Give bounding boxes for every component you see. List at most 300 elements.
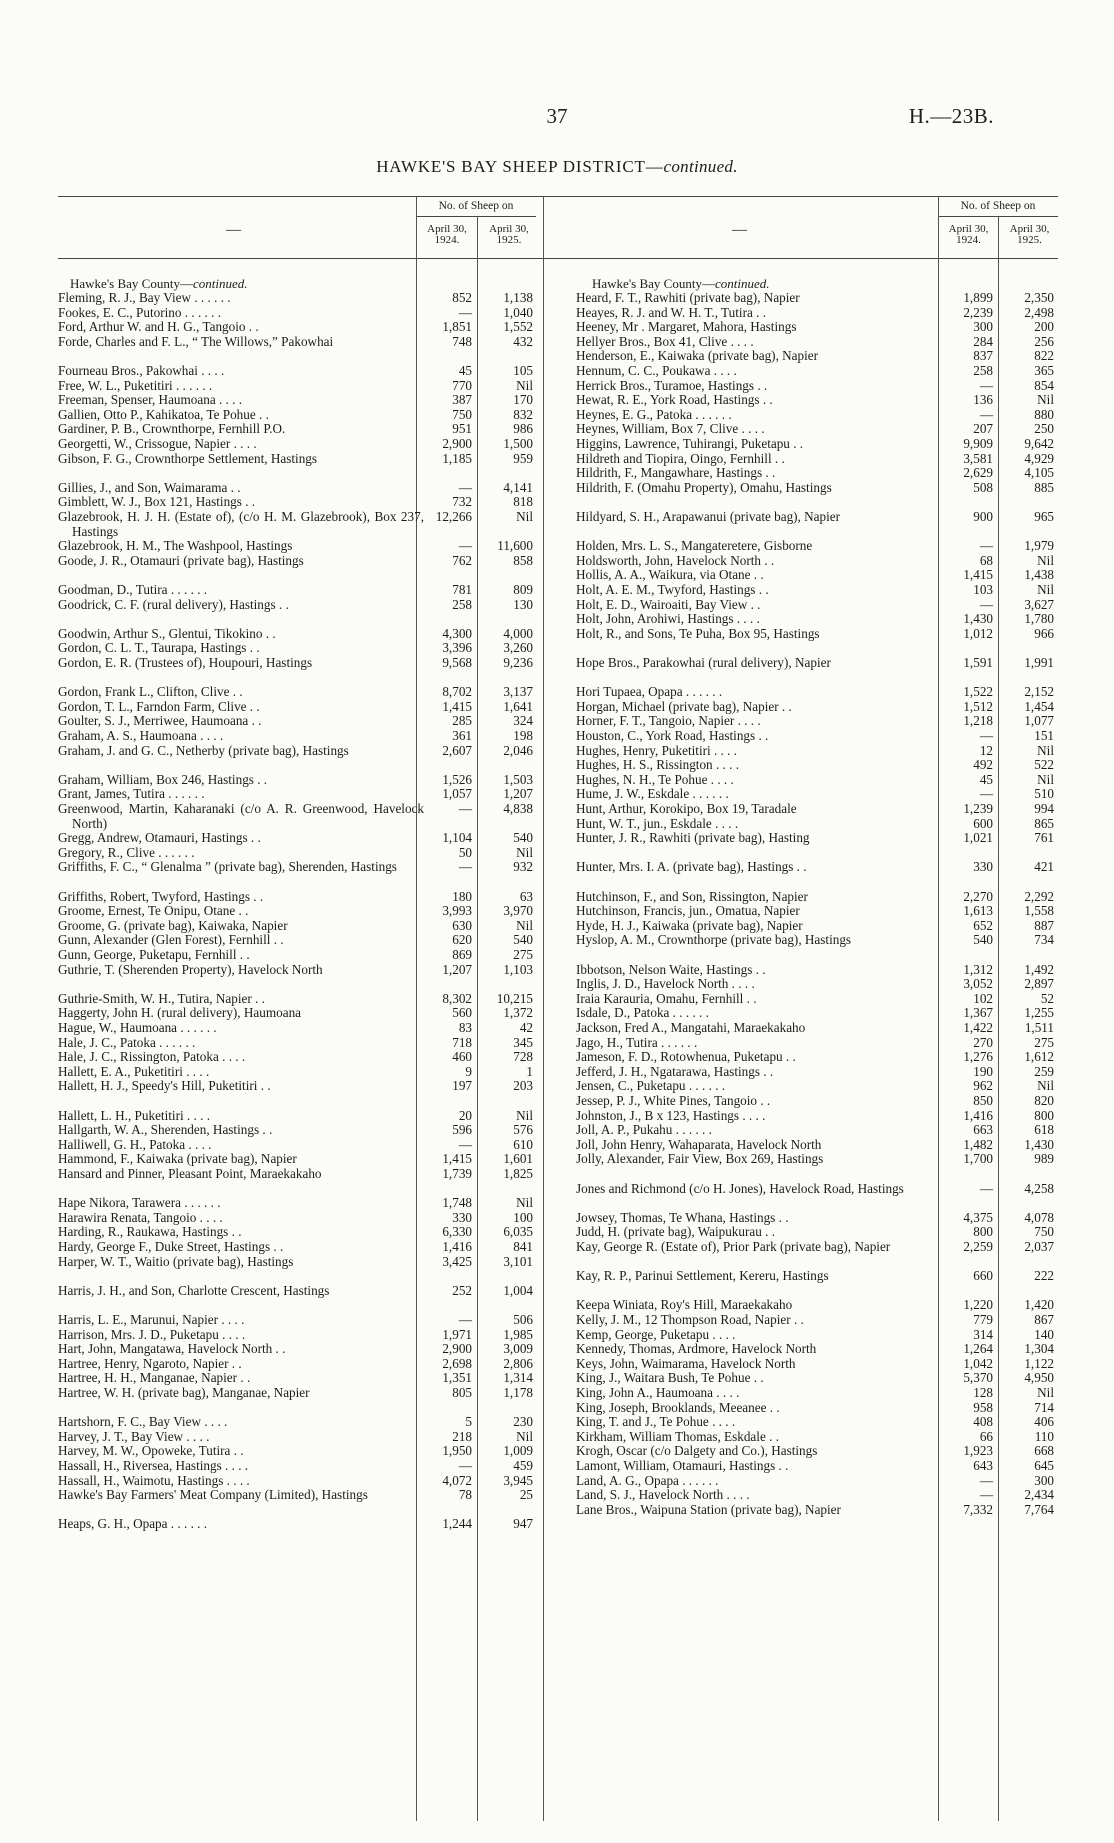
owner-name: King, Joseph, Brooklands, Meeanee . . [576,1399,780,1415]
table-row [576,1474,1058,1489]
table-row [576,291,1058,306]
sheep-1925: 522 [1034,757,1054,773]
owner-name: Hallett, L. H., Puketitiri . . . . [58,1107,211,1123]
table-row [58,379,536,394]
right-section-main: Hawke's Bay County— [592,276,715,291]
owner-name: Goodman, D., Tutira . . . . . . [58,582,208,597]
sheep-1924: 508 [973,479,993,495]
left-header-dash: — [226,222,241,238]
sheep-1925: 1,552 [503,319,533,335]
sheep-1925: 994 [1034,801,1054,816]
sheep-1925: 540 [513,830,533,846]
table-row [576,1240,1058,1269]
table-row [58,1328,536,1343]
sheep-1925: 4,950 [1024,1370,1054,1386]
owner-name: Hollis, A. A., Waikura, via Otane . . [576,567,764,583]
owner-name: Ford, Arthur W. and H. G., Tangoio . . [58,319,259,335]
sheep-1924: 1,239 [963,801,993,816]
sheep-1925: 4,000 [503,625,533,641]
owner-name: Hutchinson, F., and Son, Rissington, Napier [576,888,808,904]
table-row [58,1167,536,1196]
sheep-1924: 718 [452,1034,472,1050]
table-row [58,1079,536,1108]
sheep-1925: 2,897 [1024,976,1054,992]
owner-name: Lamont, William, Otamauri, Hastings . . [576,1458,789,1473]
sheep-1924: — [979,377,993,393]
sheep-1925: 275 [1034,1034,1054,1050]
sheep-1925: 506 [513,1312,533,1327]
sheep-1925: 822 [1034,348,1054,364]
sheep-1924: 951 [452,421,472,437]
sheep-1925: 1,612 [1024,1049,1054,1065]
table-row [576,700,1058,715]
sheep-1924: 1,104 [442,830,472,846]
sheep-1925: 345 [513,1034,533,1050]
owner-name: Keepa Winiata, Roy's Hill, Maraekakaho [576,1297,793,1313]
owner-name: Georgetti, W., Crissogue, Napier . . . . [58,436,257,451]
table-row [58,291,536,306]
sheep-1925: 2,037 [1024,1239,1054,1254]
owner-name: King, John A., Haumoana . . . . [576,1385,740,1400]
sheep-1925: 668 [1034,1443,1054,1459]
sheep-1924: 258 [973,363,993,378]
right-section-cont: continued. [714,276,770,291]
sheep-1924: 3,396 [442,640,472,656]
table-row [58,1255,536,1284]
sheep-1924: 207 [973,421,993,437]
owner-name: Jowsey, Thomas, Te Whana, Hastings . . [576,1209,789,1225]
sheep-1925: 1,825 [503,1166,533,1181]
owner-name: Freeman, Spenser, Haumoana . . . . [58,392,243,408]
table-row [576,1328,1058,1343]
owner-name: Hassall, H., Riversea, Hastings . . . . [58,1458,249,1473]
sheep-1924: 4,072 [442,1472,472,1488]
sheep-1925: 1,420 [1024,1297,1054,1313]
table-row [58,1021,536,1036]
sheep-1924: 190 [973,1063,993,1079]
sheep-1924: 2,239 [963,304,993,320]
sheep-1924: 1,748 [442,1195,472,1211]
owner-name: Jefferd, J. H., Ngatarawa, Hastings . . [576,1063,774,1079]
sheep-1925: 885 [1034,479,1054,495]
sheep-1925: 645 [1034,1458,1054,1473]
table-row [58,1109,536,1124]
sheep-1925: 1,314 [503,1370,533,1386]
owner-name: Heaps, G. H., Opapa . . . . . . [58,1516,208,1532]
table-row [576,1182,1058,1211]
sheep-1925: 1,304 [1024,1341,1054,1357]
table-row [576,802,1058,817]
header-bottom-rule [58,258,1058,259]
sheep-1925: 1,991 [1024,655,1054,670]
sheep-1925: 2,498 [1024,304,1054,320]
sheep-1924: 1,591 [963,655,993,670]
table-row [58,364,536,379]
owner-name: Fourneau Bros., Pakowhai . . . . [58,363,225,378]
table-row [576,1211,1058,1226]
owner-name: Jameson, F. D., Rotowhenua, Puketapu . . [576,1049,796,1065]
sheep-1925: 151 [1034,728,1054,743]
sheep-1925: 965 [1034,509,1054,524]
sheep-1925: 854 [1034,377,1054,393]
sheep-1924: 600 [973,815,993,831]
sheep-1925: 198 [513,728,533,743]
table-row [58,1036,536,1051]
table-row [576,1401,1058,1416]
owner-name: Inglis, J. D., Havelock North . . . . [576,976,755,992]
owner-name: Gordon, Frank L., Clifton, Clive . . [58,684,243,700]
table-row [58,744,536,773]
sheep-1925: 1,372 [503,1005,533,1021]
sheep-1925: 959 [513,450,533,466]
table-row [576,1459,1058,1474]
sheep-1924: 3,425 [442,1253,472,1269]
owner-name: Graham, J. and G. C., Netherby (private bag), Hastings [58,742,349,758]
sheep-1924: — [458,479,472,495]
sheep-1924: 1,415 [442,698,472,714]
sheep-1925: Nil [516,1107,533,1123]
table-row [58,1152,536,1167]
sheep-1924: — [458,538,472,554]
sheep-1924: 750 [452,406,472,422]
sheep-1924: 270 [973,1034,993,1050]
owner-name: Higgins, Lawrence, Tuhirangi, Puketapu . . [576,436,804,451]
table-row [58,773,536,788]
table-row [576,306,1058,321]
table-row [576,335,1058,350]
owner-name: Heynes, William, Box 7, Clive . . . . [576,421,765,437]
sheep-1925: 610 [513,1136,533,1152]
sheep-1925: 966 [1034,625,1054,641]
sheep-1924: 2,900 [442,436,472,451]
sheep-1925: 1,122 [1024,1355,1054,1371]
sheep-1925: 618 [1034,1122,1054,1138]
sheep-1924: 284 [973,333,993,349]
table-row [576,919,1058,934]
table-row [58,1444,536,1459]
sheep-1924: 852 [452,290,472,305]
sheep-1924: 1,950 [442,1443,472,1459]
sheep-1924: 4,375 [963,1209,993,1225]
sheep-1924: 1,264 [963,1341,993,1357]
owner-name: Hallett, E. A., Puketitiri . . . . [58,1063,210,1079]
sheep-1924: 9,568 [442,655,472,670]
left-header-group: No. of Sheep on [438,200,514,212]
owner-name: Gibson, F. G., Crownthorpe Settlement, Hastings [58,450,318,466]
table-row [58,408,536,423]
sheep-1925: 1,077 [1024,713,1054,729]
sheep-1924: 8,702 [442,684,472,700]
owner-name: Holt, John, Arohiwi, Hastings . . . . [576,611,760,627]
sheep-1925: 820 [1034,1093,1054,1108]
sheep-1925: 3,945 [503,1472,533,1488]
sheep-1925: 1,601 [503,1151,533,1167]
sheep-1925: 1,985 [503,1326,533,1342]
sheep-1924: 1,021 [963,830,993,846]
table-row [576,831,1058,860]
owner-name: Gillies, J., and Son, Waimarama . . [58,479,241,495]
sheep-1924: 1,923 [963,1443,993,1459]
sheep-1925: 858 [513,552,533,568]
sheep-1925: 887 [1034,917,1054,933]
table-row [58,495,536,510]
table-row [58,1371,536,1386]
sheep-1925: 42 [519,1020,533,1035]
sheep-1925: 459 [513,1458,533,1473]
table-row [576,1298,1058,1313]
owner-name: Hartree, W. H. (private bag), Manganae, Napier [58,1385,310,1400]
owner-name: Land, S. J., Havelock North . . . . [576,1487,750,1503]
sheep-1925: 4,105 [1024,465,1054,481]
table-row [58,1050,536,1065]
sheep-1925: 1,511 [1024,1020,1054,1035]
sheep-1925: 4,078 [1024,1209,1054,1225]
table-row [58,802,536,831]
table-row [58,1225,536,1240]
document-reference: H.—23B. [908,104,994,128]
owner-name: Kemp, George, Puketapu . . . . [576,1326,736,1342]
sheep-1924: 652 [973,917,993,933]
table-row [576,349,1058,364]
table-row [576,393,1058,408]
table-row [576,1386,1058,1401]
sheep-1924: 102 [973,990,993,1006]
sheep-1924: 2,698 [442,1355,472,1371]
sheep-1925: 365 [1034,363,1054,378]
sheep-1924: 218 [452,1428,472,1444]
sheep-1924: 1,613 [963,903,993,919]
table-row [576,1138,1058,1153]
table-row [576,1079,1058,1094]
owner-name: Gordon, C. L. T., Taurapa, Hastings . . [58,640,260,656]
sheep-1925: 250 [1034,421,1054,437]
owner-name: Hartree, Henry, Ngaroto, Napier . . [58,1355,242,1371]
sheep-1924: 732 [452,494,472,510]
table-row [576,744,1058,759]
table-row [58,1211,536,1226]
sheep-1925: 105 [513,363,533,378]
table-row [58,1240,536,1255]
sheep-1925: 989 [1034,1151,1054,1167]
sheep-1924: 387 [452,392,472,408]
sheep-1924: 12,266 [435,509,472,524]
owner-name: Grant, James, Tutira . . . . . . [58,786,205,802]
sheep-1924: 958 [973,1399,993,1415]
sheep-1924: 1,416 [442,1239,472,1254]
table-row [58,685,536,700]
sheep-1925: 100 [513,1209,533,1225]
table-row [58,860,536,889]
sheep-1924: 300 [973,319,993,335]
sheep-1924: 128 [973,1385,993,1400]
table-row [576,1152,1058,1181]
sheep-1924: — [979,406,993,422]
sheep-1925: 1,430 [1024,1136,1054,1152]
page-title [0,157,1114,177]
table-row [58,320,536,335]
owner-name: Hague, W., Haumoana . . . . . . [58,1020,217,1035]
sheep-1925: Nil [516,509,533,524]
owner-name: Hildyard, S. H., Arapawanui (private bag), Napier [576,509,841,524]
right-header-1925: April 30, 1925. [1009,223,1050,246]
sheep-1924: 1,482 [963,1136,993,1152]
sheep-1925: 540 [513,932,533,948]
table-row [576,612,1058,627]
sheep-1924: 850 [973,1093,993,1108]
sheep-1924: 83 [458,1020,472,1035]
right-header-1924: April 30, 1924. [948,223,989,246]
sheep-1924: 1,415 [963,567,993,583]
owner-name: Holt, E. D., Wairoaiti, Bay View . . [576,596,761,612]
table-row [58,992,536,1007]
owner-name: Heard, F. T., Rawhiti (private bag), Napier [576,290,800,305]
owner-name: Hale, J. C., Rissington, Patoka . . . . [58,1049,246,1065]
owner-name: Guthrie, T. (Sherenden Property), Havelock North [58,961,323,977]
owner-name: Greenwood, Martin, Kaharanaki (c/o A. R. Greenwood, Havelock North) [58,801,424,831]
sheep-1924: 1,512 [963,698,993,714]
sheep-1925: 761 [1034,830,1054,846]
owner-name: Forde, Charles and F. L., “ The Willows,” Pakowhai [58,333,334,349]
sheep-1924: 361 [452,728,472,743]
owner-name: Goulter, S. J., Merriwee, Haumoana . . [58,713,262,729]
table-row [58,437,536,452]
owner-name: Harvey, J. T., Bay View . . . . [58,1428,210,1444]
owner-name: Hutchinson, Francis, jun., Omatua, Napier [576,903,800,919]
sheep-1924: 2,270 [963,888,993,904]
table-row [58,306,536,321]
sheep-1925: 406 [1034,1414,1054,1430]
table-row [58,1342,536,1357]
owner-name: Graham, William, Box 246, Hastings . . [58,771,268,787]
table-row [576,568,1058,583]
sheep-1924: 1,415 [442,1151,472,1167]
owner-name: Harding, R., Raukawa, Hastings . . [58,1224,242,1240]
sheep-1925: 880 [1034,406,1054,422]
title-main: HAWKE'S BAY SHEEP DISTRICT— [376,157,664,176]
table-row [58,1123,536,1138]
sheep-1925: Nil [1037,742,1054,758]
sheep-1924: 1,042 [963,1355,993,1371]
sheep-1925: 3,627 [1024,596,1054,612]
sheep-1925: 2,046 [503,742,533,758]
sheep-1925: 1,641 [503,698,533,714]
sheep-1925: 1,255 [1024,1005,1054,1021]
sheep-1925: 300 [1034,1472,1054,1488]
sheep-1924: 2,259 [963,1239,993,1254]
sheep-1925: 1,500 [503,436,533,451]
owner-name: Jones and Richmond (c/o H. Jones), Havelock Road, Hastings [576,1180,904,1196]
sheep-1924: 781 [452,582,472,597]
owner-name: Heayes, R. J. and W. H. T., Tutira . . [576,304,766,320]
owner-name: Gunn, George, Puketapu, Fernhill . . [58,947,250,962]
sheep-1925: Nil [1037,1078,1054,1094]
owner-name: Keys, John, Waimarama, Havelock North [576,1355,796,1371]
table-row [58,1459,536,1474]
owner-name: Hawke's Bay Farmers' Meat Company (Limited), Hastings [58,1487,368,1503]
sheep-1924: 1,312 [963,961,993,977]
sheep-1925: Nil [1037,552,1054,568]
sheep-1925: 2,292 [1024,888,1054,904]
sheep-1924: — [979,1487,993,1503]
table-row [58,831,536,846]
sheep-1925: 1,004 [503,1282,533,1298]
sheep-1924: 1,430 [963,611,993,627]
left-section-main: Hawke's Bay County— [70,276,193,291]
sheep-1924: — [458,1458,472,1473]
sheep-1924: 45 [458,363,472,378]
sheep-1925: 3,137 [503,684,533,700]
table-row [576,583,1058,598]
owner-name: Hunt, Arthur, Korokipo, Box 19, Taradale [576,801,797,816]
owner-name: Iraia Karauria, Omahu, Fernhill . . [576,990,757,1006]
sheep-1924: 330 [452,1209,472,1225]
owner-name: Hildrith, F. (Omahu Property), Omahu, Hastings [576,479,832,495]
sheep-1924: 1,416 [963,1107,993,1123]
left-section-cont: continued. [192,276,248,291]
left-header-1924: April 30, 1924. [427,223,467,246]
sheep-1925: 1,454 [1024,698,1054,714]
sheep-1924: — [979,728,993,743]
sheep-1925: 3,101 [503,1253,533,1269]
sheep-1924: 805 [452,1385,472,1400]
table-row [58,1196,536,1211]
owner-name: Isdale, D., Patoka . . . . . . [576,1005,709,1021]
sheep-1924: 869 [452,947,472,962]
table-row [58,963,536,992]
sheep-1924: — [458,859,472,875]
sheep-1924: — [979,538,993,554]
table-row [576,554,1058,569]
table-row [576,627,1058,656]
owner-name: Hunter, Mrs. I. A. (private bag), Hastings . . [576,859,807,875]
owner-name: Joll, A. P., Pukahu . . . . . . [576,1122,712,1138]
sheep-1924: 20 [458,1107,472,1123]
sheep-1924: 2,900 [442,1341,472,1357]
table-row [576,1357,1058,1372]
sheep-1925: 576 [513,1122,533,1138]
owner-name: Hallgarth, W. A., Sherenden, Hastings . . [58,1122,273,1138]
sheep-1924: — [979,786,993,802]
sheep-1925: 1,207 [503,786,533,802]
owner-name: Hughes, N. H., Te Pohue . . . . [576,771,734,787]
owner-name: Hartshorn, F. C., Bay View . . . . [58,1414,228,1430]
sheep-1924: 66 [979,1428,993,1444]
owner-name: Harris, J. H., and Son, Charlotte Crescent, Hastings [58,1282,330,1298]
sheep-1924: — [458,304,472,320]
owner-name: Jackson, Fred A., Mangatahi, Maraekakaho [576,1020,806,1035]
table-row [576,1050,1058,1065]
sheep-1925: 432 [513,333,533,349]
table-row [576,933,1058,962]
owner-name: Fleming, R. J., Bay View . . . . . . [58,290,231,305]
table-row [58,729,536,744]
sheep-1924: 1,851 [442,319,472,335]
sheep-1925: 200 [1034,319,1054,335]
table-row [58,890,536,905]
sheep-1925: 1,040 [503,304,533,320]
owner-name: Houston, C., York Road, Hastings . . [576,728,769,743]
owner-name: King, T. and J., Te Pohue . . . . [576,1414,736,1430]
page-number: 37 [546,104,568,128]
table-row [58,1357,536,1372]
sheep-1924: 3,581 [963,450,993,466]
sheep-1925: 800 [1034,1107,1054,1123]
sheep-1924: 1,276 [963,1049,993,1065]
sheep-1925: 932 [513,859,533,875]
table-row [576,977,1058,992]
sheep-1925: Nil [1037,1385,1054,1400]
sheep-1925: 510 [1034,786,1054,802]
